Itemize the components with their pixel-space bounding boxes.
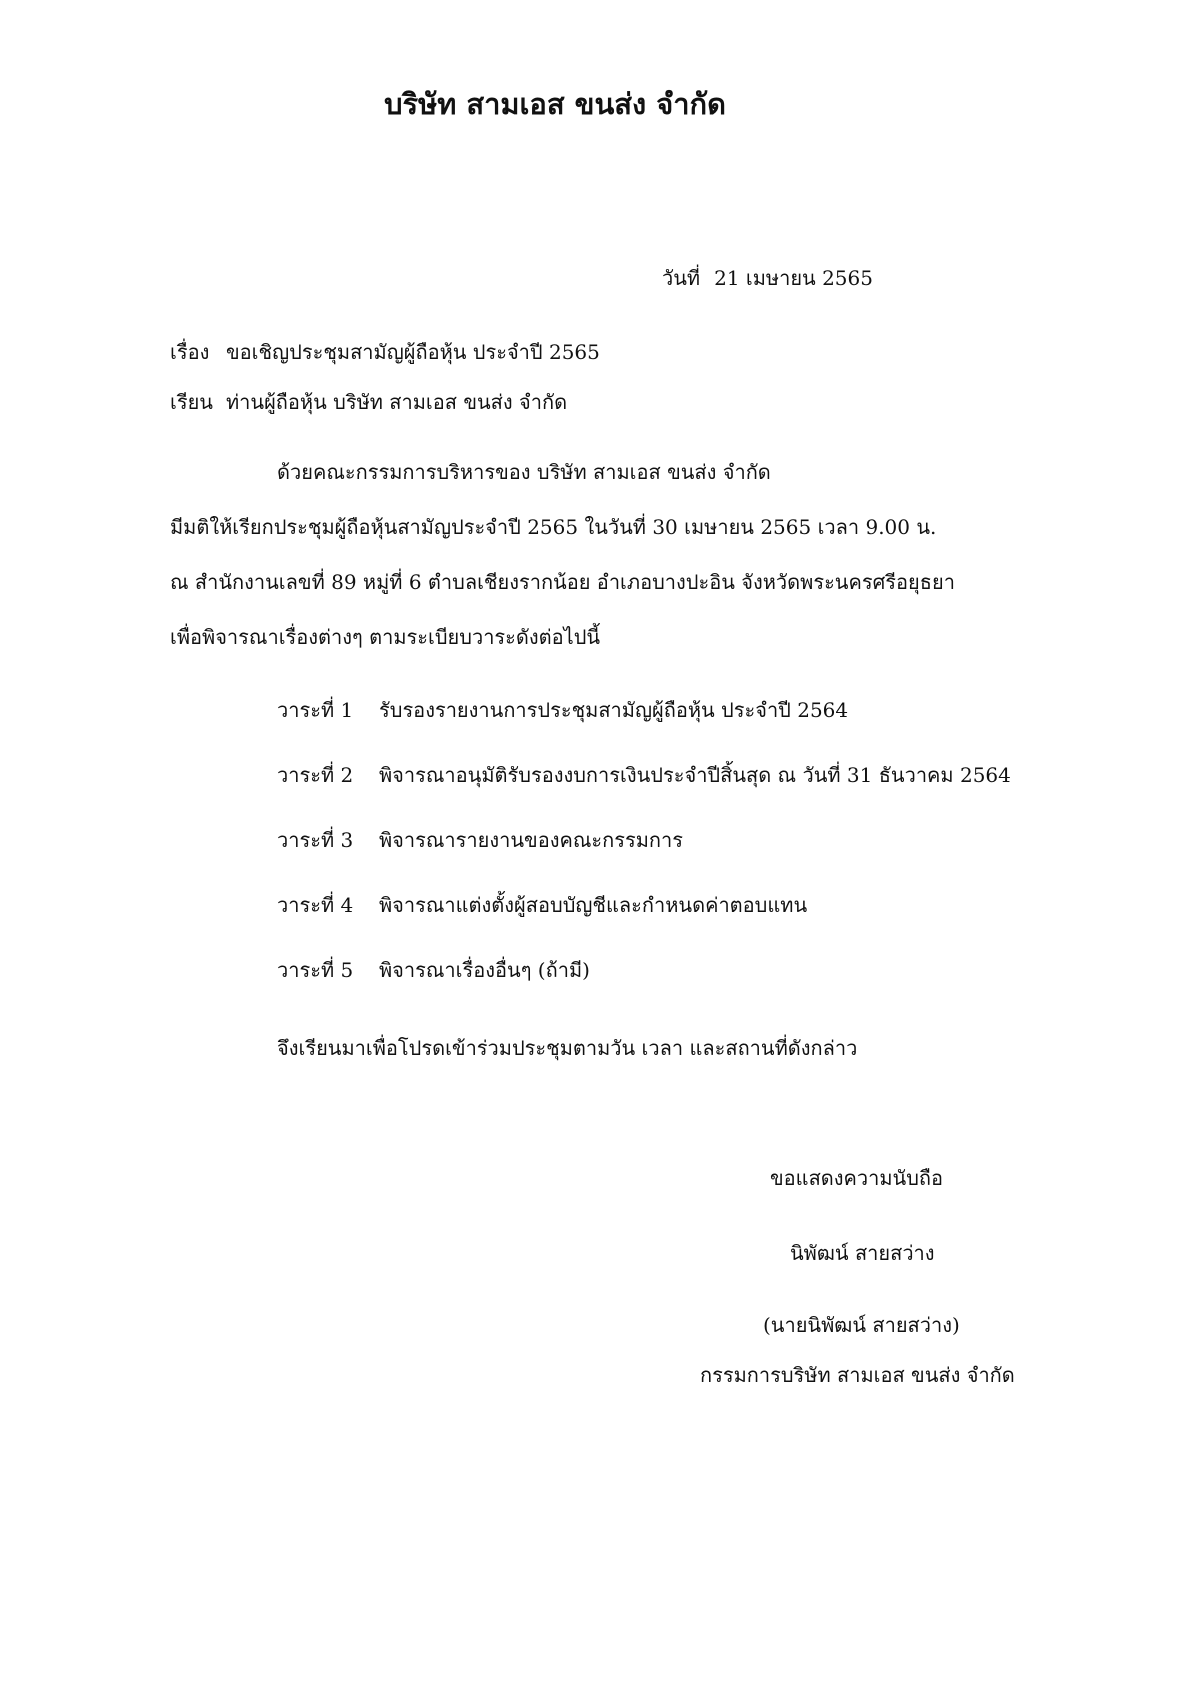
recipient-text: ท่านผู้ถือหุ้น บริษัท สามเอส ขนส่ง จำกัด xyxy=(226,390,568,414)
agenda-text: พิจารณาเรื่องอื่นๆ (ถ้ามี) xyxy=(379,958,590,982)
subject-label: เรื่อง xyxy=(170,340,210,364)
date-value: 21 เมษายน 2565 xyxy=(714,266,873,290)
body-line-4: เพื่อพิจารณาเรื่องต่างๆ ตามระเบียบวาระดังต่อไปนี้ xyxy=(170,625,601,649)
agenda-item-2 xyxy=(277,765,1011,785)
salutation: ขอแสดงความนับถือ xyxy=(770,1166,944,1190)
agenda-number: วาระที่ 2 xyxy=(277,763,354,787)
closing-sentence: จึงเรียนมาเพื่อโปรดเข้าร่วมประชุมตามวัน เวลา และสถานที่ดังกล่าว xyxy=(277,1036,858,1060)
body-line-1: ด้วยคณะกรรมการบริหารของ บริษัท สามเอส ขนส่ง จำกัด xyxy=(277,460,771,484)
body-line-3: ณ สำนักงานเลขที่ 89 หมู่ที่ 6 ตำบลเชียงรากน้อย อำเภอบางปะอิน จังหวัดพระนครศรีอยุธยา xyxy=(170,570,955,594)
company-title: บริษัท สามเอส ขนส่ง จำกัด xyxy=(384,87,726,121)
agenda-item-1 xyxy=(277,700,848,720)
recipient-label: เรียน xyxy=(170,390,213,414)
printed-name: (นายนิพัฒน์ สายสว่าง) xyxy=(763,1313,960,1337)
subject-line xyxy=(170,342,600,362)
agenda-text: พิจารณารายงานของคณะกรรมการ xyxy=(379,828,684,852)
date-label: วันที่ xyxy=(662,266,701,290)
subject-text: ขอเชิญประชุมสามัญผู้ถือหุ้น ประจำปี 2565 xyxy=(226,340,600,364)
agenda-number: วาระที่ 4 xyxy=(277,893,354,917)
agenda-number: วาระที่ 5 xyxy=(277,958,354,982)
agenda-text: รับรองรายงานการประชุมสามัญผู้ถือหุ้น ประจำปี 2564 xyxy=(379,698,849,722)
agenda-number: วาระที่ 3 xyxy=(277,828,354,852)
signature: นิพัฒน์ สายสว่าง xyxy=(790,1241,935,1265)
body-line-2: มีมติให้เรียกประชุมผู้ถือหุ้นสามัญประจำปี 2565 ในวันที่ 30 เมษายน 2565 เวลา 9.00 น. xyxy=(170,515,937,539)
recipient-line xyxy=(170,392,567,412)
agenda-item-3 xyxy=(277,830,683,850)
agenda-item-5 xyxy=(277,960,590,980)
letter-date xyxy=(662,268,873,288)
agenda-text: พิจารณาแต่งตั้งผู้สอบบัญชีและกำหนดค่าตอบแทน xyxy=(379,893,808,917)
agenda-text: พิจารณาอนุมัติรับรองงบการเงินประจำปีสิ้นสุด ณ วันที่ 31 ธันวาคม 2564 xyxy=(379,763,1011,787)
signer-position: กรรมการบริษัท สามเอส ขนส่ง จำกัด xyxy=(700,1363,1015,1387)
agenda-number: วาระที่ 1 xyxy=(277,698,354,722)
agenda-item-4 xyxy=(277,895,807,915)
